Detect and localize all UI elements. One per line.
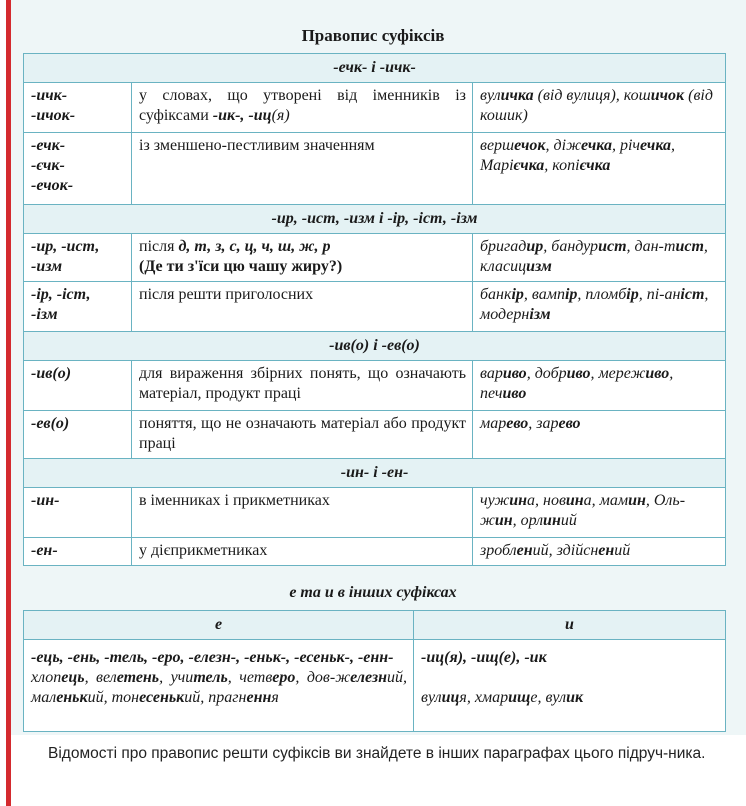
section-header: -ин- і -ен- [24,459,726,488]
section-header: -ив(о) і -ев(о) [24,332,726,361]
e-examples: хлопець, велетень, учитель, четверо, дов-железний, маленький, тонесенький, прагнення [31,669,408,706]
section-title-text: е та и в інших суфіксах [289,584,457,601]
suffix-cell: -ечк- -єчк- -ечок- [24,133,132,205]
suffix-cell: -ив(о) [24,361,132,411]
suffix-cell: -ір, -іст, -ізм [24,282,132,332]
suffix-cell: -ен- [24,538,132,566]
description-cell: поняття, що не означають матеріал або продукт праці [132,411,473,459]
description-suffix: -ик-, -иц [212,107,272,124]
table-row [24,282,726,332]
suffix-cell: -ичк- -ичок- [24,83,132,133]
description-cell: в іменниках і прикметниках [132,488,473,538]
example-cell: бригадир, бандурист, дан-тист, класицизм [473,234,726,282]
example-cell: банкір, вампір, пломбір, пі-аніст, модернізм [473,282,726,332]
column-header-e: е [24,611,414,640]
table-row [24,538,726,566]
i-suffix-list: -иц(я), -ищ(е), -ик [421,649,547,666]
i-suffixes-cell [414,640,726,732]
consonants-rule: після д, т, з, с, ц, ч, ш, ж, р [139,238,331,255]
e-suffixes-cell [24,640,414,732]
column-header-i: и [414,611,726,640]
header-row [24,611,726,640]
section-header-row [24,54,726,83]
description-cell [132,234,473,282]
suffix-cell: -ев(о) [24,411,132,459]
footer-note: Відомості про правопис решти суфіксів ви знайдете в інших параграфах цього підруч-ника. [48,745,706,762]
table-row [24,234,726,282]
description-cell: для вираження збірних понять, що означають матеріал, продукт праці [132,361,473,411]
other-suffixes-table [23,610,726,732]
mnemonic-phrase: (Де ти з'їси цю чашу жиру?) [139,258,343,275]
section-header: -ир, -ист, -изм і -ір, -іст, -ізм [24,205,726,234]
example-cell: марево, зарево [473,411,726,459]
table-row [24,640,726,732]
section-header-row [24,459,726,488]
description-cell: із зменшено-пестливим значенням [132,133,473,205]
i-examples: вулиця, хмарище, вулик [421,689,584,706]
example-cell: чужина, новина, мамин, Оль-жин, орлиний [473,488,726,538]
description-cell [132,83,473,133]
suffix-table [23,53,726,566]
suffix-cell: -ин- [24,488,132,538]
table-row [24,83,726,133]
description-cell: у дієприкметниках [132,538,473,566]
table-row [24,133,726,205]
section-header-row [24,332,726,361]
table-row [24,361,726,411]
example-cell: зроблений, здійснений [473,538,726,566]
e-suffix-list: -ець, -ень, -тель, -еро, -елезн-, -еньк-, -есеньк-, -енн- [31,649,394,666]
example-cell: вершечок, діжечка, річечка, Марієчка, копієчка [473,133,726,205]
table-row [24,488,726,538]
section-title [0,584,746,602]
page-title: Правопис суфіксів [301,26,445,45]
example-cell: вариво, добриво, мереживо, печиво [473,361,726,411]
suffix-cell: -ир, -ист, -изм [24,234,132,282]
section-header-row [24,205,726,234]
table-row [24,411,726,459]
description-cell: після решти приголосних [132,282,473,332]
section-header: -ечк- і -ичк- [24,54,726,83]
description-text: у словах, що утворені від іменників із суфіксами [139,87,466,124]
example-cell: вуличка (від вулиця), кошичок (від кошик) [473,83,726,133]
description-suffix-tail: (я) [271,107,290,124]
